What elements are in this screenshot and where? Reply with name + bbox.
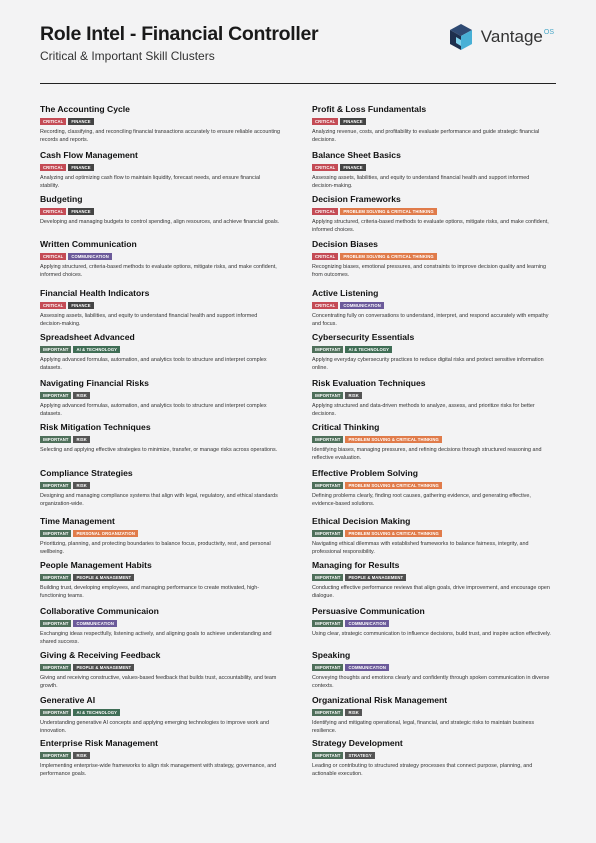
category-badge: PROBLEM SOLVING & CRITICAL THINKING: [345, 436, 441, 443]
skill-description: Applying everyday cybersecurity practices to reduce digital risks and protect sensitive information online.: [312, 357, 544, 371]
skill-title: The Accounting Cycle: [40, 104, 130, 114]
skill-tags: [40, 118, 280, 125]
level-badge: CRITICAL: [312, 208, 338, 215]
skill-item: [312, 560, 552, 600]
page-subtitle: Critical & Important Skill Clusters: [40, 49, 215, 63]
skill-item: [312, 150, 552, 190]
skill-description: Prioritizing, planning, and protecting boundaries to balance focus, productivity, rest, and personal wellbeing.: [40, 541, 271, 555]
skill-item: [312, 738, 552, 778]
level-badge: IMPORTANT: [40, 482, 71, 489]
page-header: [40, 22, 556, 84]
skill-title: Decision Biases: [312, 239, 378, 249]
skill-description: Applying structured and data-driven methods to analyze, assess, and prioritize risks for better decisions.: [312, 403, 535, 417]
category-badge: RISK: [73, 392, 89, 399]
skill-tags: [312, 346, 552, 353]
category-badge: FINANCE: [68, 118, 93, 125]
category-badge: FINANCE: [68, 208, 93, 215]
skill-item: [312, 695, 552, 735]
skill-item: [40, 516, 280, 556]
skill-tags: [312, 709, 552, 716]
level-badge: IMPORTANT: [40, 574, 71, 581]
category-badge: STRATEGY: [345, 752, 374, 759]
skill-description: Recognizing biases, emotional pressures, and constraints to improve decision quality and learning from outcomes.: [312, 264, 547, 278]
skill-description: Identifying and mitigating operational, legal, financial, and strategic risks to maintain business resilience.: [312, 720, 535, 734]
level-badge: CRITICAL: [40, 118, 66, 125]
skill-description: Applying advanced formulas, automation, and analytics tools to structure and interpret complex datasets.: [40, 403, 267, 417]
skill-title: Effective Problem Solving: [312, 468, 419, 478]
skill-title: Decision Frameworks: [312, 194, 401, 204]
skill-description: Concentrating fully on conversations to understand, interpret, and respond accurately with empathy and focus.: [312, 313, 549, 327]
skill-title: Collaborative Communicaion: [40, 606, 159, 616]
header-divider: [40, 83, 556, 84]
skill-title: Compliance Strategies: [40, 468, 133, 478]
category-badge: AI & TECHNOLOGY: [73, 709, 120, 716]
skill-item: [40, 695, 280, 735]
skill-description: Giving and receiving constructive, values-based feedback that builds trust, accountability, and team growth.: [40, 675, 277, 689]
skill-title: Cash Flow Management: [40, 150, 138, 160]
category-badge: RISK: [73, 752, 89, 759]
skill-item: [312, 516, 552, 556]
category-badge: FINANCE: [68, 164, 93, 171]
skill-description: Analyzing revenue, costs, and profitability to evaluate performance and guide strategic financial decisions.: [312, 129, 540, 143]
skill-title: Risk Evaluation Techniques: [312, 378, 426, 388]
logo-superscript: OS: [543, 28, 554, 36]
skill-tags: [312, 620, 552, 627]
skill-tags: [40, 253, 280, 260]
skill-item: [312, 606, 552, 639]
level-badge: IMPORTANT: [312, 392, 343, 399]
skill-description: Implementing enterprise-wide frameworks to align risk management with strategy, governance, and performance goals.: [40, 763, 277, 777]
level-badge: IMPORTANT: [312, 530, 343, 537]
cube-logo-icon: [446, 22, 476, 52]
skill-description: Assessing assets, liabilities, and equity to understand financial health and support informed decision-making.: [312, 175, 530, 189]
skill-item: [312, 422, 552, 462]
skill-title: Financial Health Indicators: [40, 288, 150, 298]
skill-tags: [40, 346, 280, 353]
skill-item: [312, 468, 552, 508]
skill-item: [40, 239, 280, 279]
skill-title: Risk Mitigation Techniques: [40, 422, 151, 432]
skill-description: Understanding generative AI concepts and applying emerging technologies to improve work and innovation.: [40, 720, 269, 734]
level-badge: IMPORTANT: [40, 436, 71, 443]
level-badge: IMPORTANT: [312, 664, 343, 671]
category-badge: AI & TECHNOLOGY: [345, 346, 392, 353]
level-badge: CRITICAL: [40, 164, 66, 171]
skill-item: [312, 332, 552, 372]
level-badge: IMPORTANT: [312, 752, 343, 759]
skill-item: [40, 560, 280, 600]
skill-item: [312, 239, 552, 279]
skill-description: Developing and managing budgets to control spending, align resources, and achieve financial goals.: [40, 219, 280, 225]
skill-item: [40, 288, 280, 328]
category-badge: COMMUNICATION: [345, 620, 389, 627]
category-badge: COMMUNICATION: [68, 253, 112, 260]
skill-description: Analyzing and optimizing cash flow to maintain liquidity, forecast needs, and ensure financial stability.: [40, 175, 261, 189]
skill-item: [40, 606, 280, 646]
skill-title: Cybersecurity Essentials: [312, 332, 415, 342]
category-badge: RISK: [73, 482, 89, 489]
category-badge: COMMUNICATION: [340, 302, 384, 309]
skill-item: [40, 378, 280, 418]
category-badge: PEOPLE & MANAGEMENT: [73, 574, 134, 581]
skill-tags: [312, 302, 552, 309]
level-badge: IMPORTANT: [40, 530, 71, 537]
skill-item: [312, 378, 552, 418]
skill-title: Organizational Risk Management: [312, 695, 448, 705]
skill-description: Conveying thoughts and emotions clearly and confidently through spoken communication in diverse contexts.: [312, 675, 550, 689]
skill-tags: [312, 664, 552, 671]
skill-title: Active Listening: [312, 288, 379, 298]
skill-title: Enterprise Risk Management: [40, 738, 158, 748]
category-badge: PROBLEM SOLVING & CRITICAL THINKING: [340, 208, 436, 215]
skill-description: Conducting effective performance reviews that align goals, drive improvement, and encourage open dialogue.: [312, 585, 550, 599]
skill-item: [40, 104, 280, 144]
skill-tags: [312, 164, 552, 171]
skill-description: Navigating ethical dilemmas with established frameworks to balance fairness, integrity, and professional responsibility.: [312, 541, 529, 555]
skill-title: People Management Habits: [40, 560, 152, 570]
skill-tags: [312, 392, 552, 399]
level-badge: CRITICAL: [312, 164, 338, 171]
level-badge: IMPORTANT: [312, 620, 343, 627]
skill-tags: [40, 530, 280, 537]
level-badge: IMPORTANT: [40, 709, 71, 716]
skill-tags: [40, 302, 280, 309]
skill-tags: [312, 752, 552, 759]
skill-title: Ethical Decision Making: [312, 516, 411, 526]
skill-title: Navigating Financial Risks: [40, 378, 149, 388]
level-badge: CRITICAL: [312, 253, 338, 260]
skill-tags: [312, 208, 552, 215]
skill-description: Selecting and applying effective strategies to minimize, transfer, or manage risks across operations.: [40, 447, 278, 453]
skill-tags: [40, 436, 280, 443]
category-badge: COMMUNICATION: [73, 620, 117, 627]
skill-tags: [312, 574, 552, 581]
skill-item: [312, 104, 552, 144]
skill-tags: [312, 482, 552, 489]
skill-tags: [40, 208, 280, 215]
skill-tags: [40, 392, 280, 399]
skill-item: [40, 194, 280, 227]
skill-title: Spreadsheet Advanced: [40, 332, 135, 342]
category-badge: PERSONAL ORGANIZATION: [73, 530, 137, 537]
skill-description: Assessing assets, liabilities, and equity to understand financial health and support informed decision-making.: [40, 313, 258, 327]
level-badge: IMPORTANT: [40, 346, 71, 353]
level-badge: CRITICAL: [40, 253, 66, 260]
skill-title: Profit & Loss Fundamentals: [312, 104, 427, 114]
skill-description: Defining problems clearly, finding root causes, gathering evidence, and generating effective, evidence-based solutions.: [312, 493, 531, 507]
skill-item: [40, 738, 280, 778]
category-badge: PROBLEM SOLVING & CRITICAL THINKING: [345, 482, 441, 489]
skill-description: Exchanging ideas respectfully, listening actively, and aligning goals to achieve understanding and shared success.: [40, 631, 272, 645]
level-badge: CRITICAL: [40, 302, 66, 309]
category-badge: PROBLEM SOLVING & CRITICAL THINKING: [340, 253, 436, 260]
category-badge: PROBLEM SOLVING & CRITICAL THINKING: [345, 530, 441, 537]
skill-description: Using clear, strategic communication to influence decisions, build trust, and inspire action effectively.: [312, 631, 551, 637]
page-title: Role Intel - Financial Controller: [40, 23, 319, 45]
skill-title: Generative AI: [40, 695, 96, 705]
skill-item: [312, 650, 552, 690]
level-badge: IMPORTANT: [312, 574, 343, 581]
skill-description: Recording, classifying, and reconciling financial transactions accurately to ensure reliable accounting records and reports.: [40, 129, 280, 143]
skill-description: Applying structured, criteria-based methods to evaluate options, mitigate risks, and make confident, informed choices.: [40, 264, 277, 278]
skill-description: Applying advanced formulas, automation, and analytics tools to structure and interpret complex datasets.: [40, 357, 267, 371]
level-badge: IMPORTANT: [312, 436, 343, 443]
category-badge: FINANCE: [340, 164, 365, 171]
category-badge: RISK: [73, 436, 89, 443]
category-badge: RISK: [345, 709, 361, 716]
category-badge: FINANCE: [340, 118, 365, 125]
skill-tags: [40, 709, 280, 716]
vantage-logo: [446, 22, 554, 52]
skill-tags: [40, 620, 280, 627]
level-badge: CRITICAL: [40, 208, 66, 215]
skill-title: Speaking: [312, 650, 351, 660]
skill-title: Managing for Results: [312, 560, 400, 570]
skill-item: [40, 332, 280, 372]
level-badge: IMPORTANT: [312, 709, 343, 716]
skill-title: Critical Thinking: [312, 422, 380, 432]
logo-text: Vantage: [480, 27, 543, 46]
skill-item: [40, 150, 280, 190]
skill-tags: [40, 482, 280, 489]
skill-item: [40, 422, 280, 455]
skill-tags: [40, 664, 280, 671]
skill-title: Written Communication: [40, 239, 137, 249]
skill-tags: [40, 752, 280, 759]
category-badge: PEOPLE & MANAGEMENT: [345, 574, 406, 581]
category-badge: FINANCE: [68, 302, 93, 309]
skill-title: Balance Sheet Basics: [312, 150, 401, 160]
level-badge: IMPORTANT: [40, 620, 71, 627]
skill-description: Designing and managing compliance systems that align with legal, regulatory, and ethical standards organization-wide.: [40, 493, 278, 507]
skill-tags: [40, 574, 280, 581]
skill-item: [40, 468, 280, 508]
skill-tags: [40, 164, 280, 171]
category-badge: AI & TECHNOLOGY: [73, 346, 120, 353]
category-badge: RISK: [345, 392, 361, 399]
level-badge: IMPORTANT: [312, 346, 343, 353]
skill-title: Strategy Development: [312, 738, 403, 748]
skill-item: [312, 194, 552, 234]
skill-description: Building trust, developing employees, and managing performance to create motivated, high-functioning teams.: [40, 585, 260, 599]
skill-description: Applying structured, criteria-based methods to evaluate options, mitigate risks, and make confident, informed choices.: [312, 219, 549, 233]
category-badge: COMMUNICATION: [345, 664, 389, 671]
skill-tags: [312, 436, 552, 443]
skill-title: Time Management: [40, 516, 115, 526]
skill-title: Persuasive Communication: [312, 606, 425, 616]
skill-title: Budgeting: [40, 194, 83, 204]
skill-description: Identifying biases, managing pressures, and refining decisions through structured reasoning and reflective evaluation.: [312, 447, 542, 461]
category-badge: PEOPLE & MANAGEMENT: [73, 664, 134, 671]
skill-tags: [312, 118, 552, 125]
level-badge: CRITICAL: [312, 302, 338, 309]
skill-description: Leading or contributing to structured strategy processes that connect purpose, planning, and actionable execution.: [312, 763, 533, 777]
level-badge: IMPORTANT: [40, 752, 71, 759]
level-badge: IMPORTANT: [312, 482, 343, 489]
level-badge: IMPORTANT: [40, 664, 71, 671]
level-badge: CRITICAL: [312, 118, 338, 125]
skill-item: [312, 288, 552, 328]
skill-tags: [312, 530, 552, 537]
skill-title: Giving & Receiving Feedback: [40, 650, 161, 660]
skill-tags: [312, 253, 552, 260]
level-badge: IMPORTANT: [40, 392, 71, 399]
skill-item: [40, 650, 280, 690]
